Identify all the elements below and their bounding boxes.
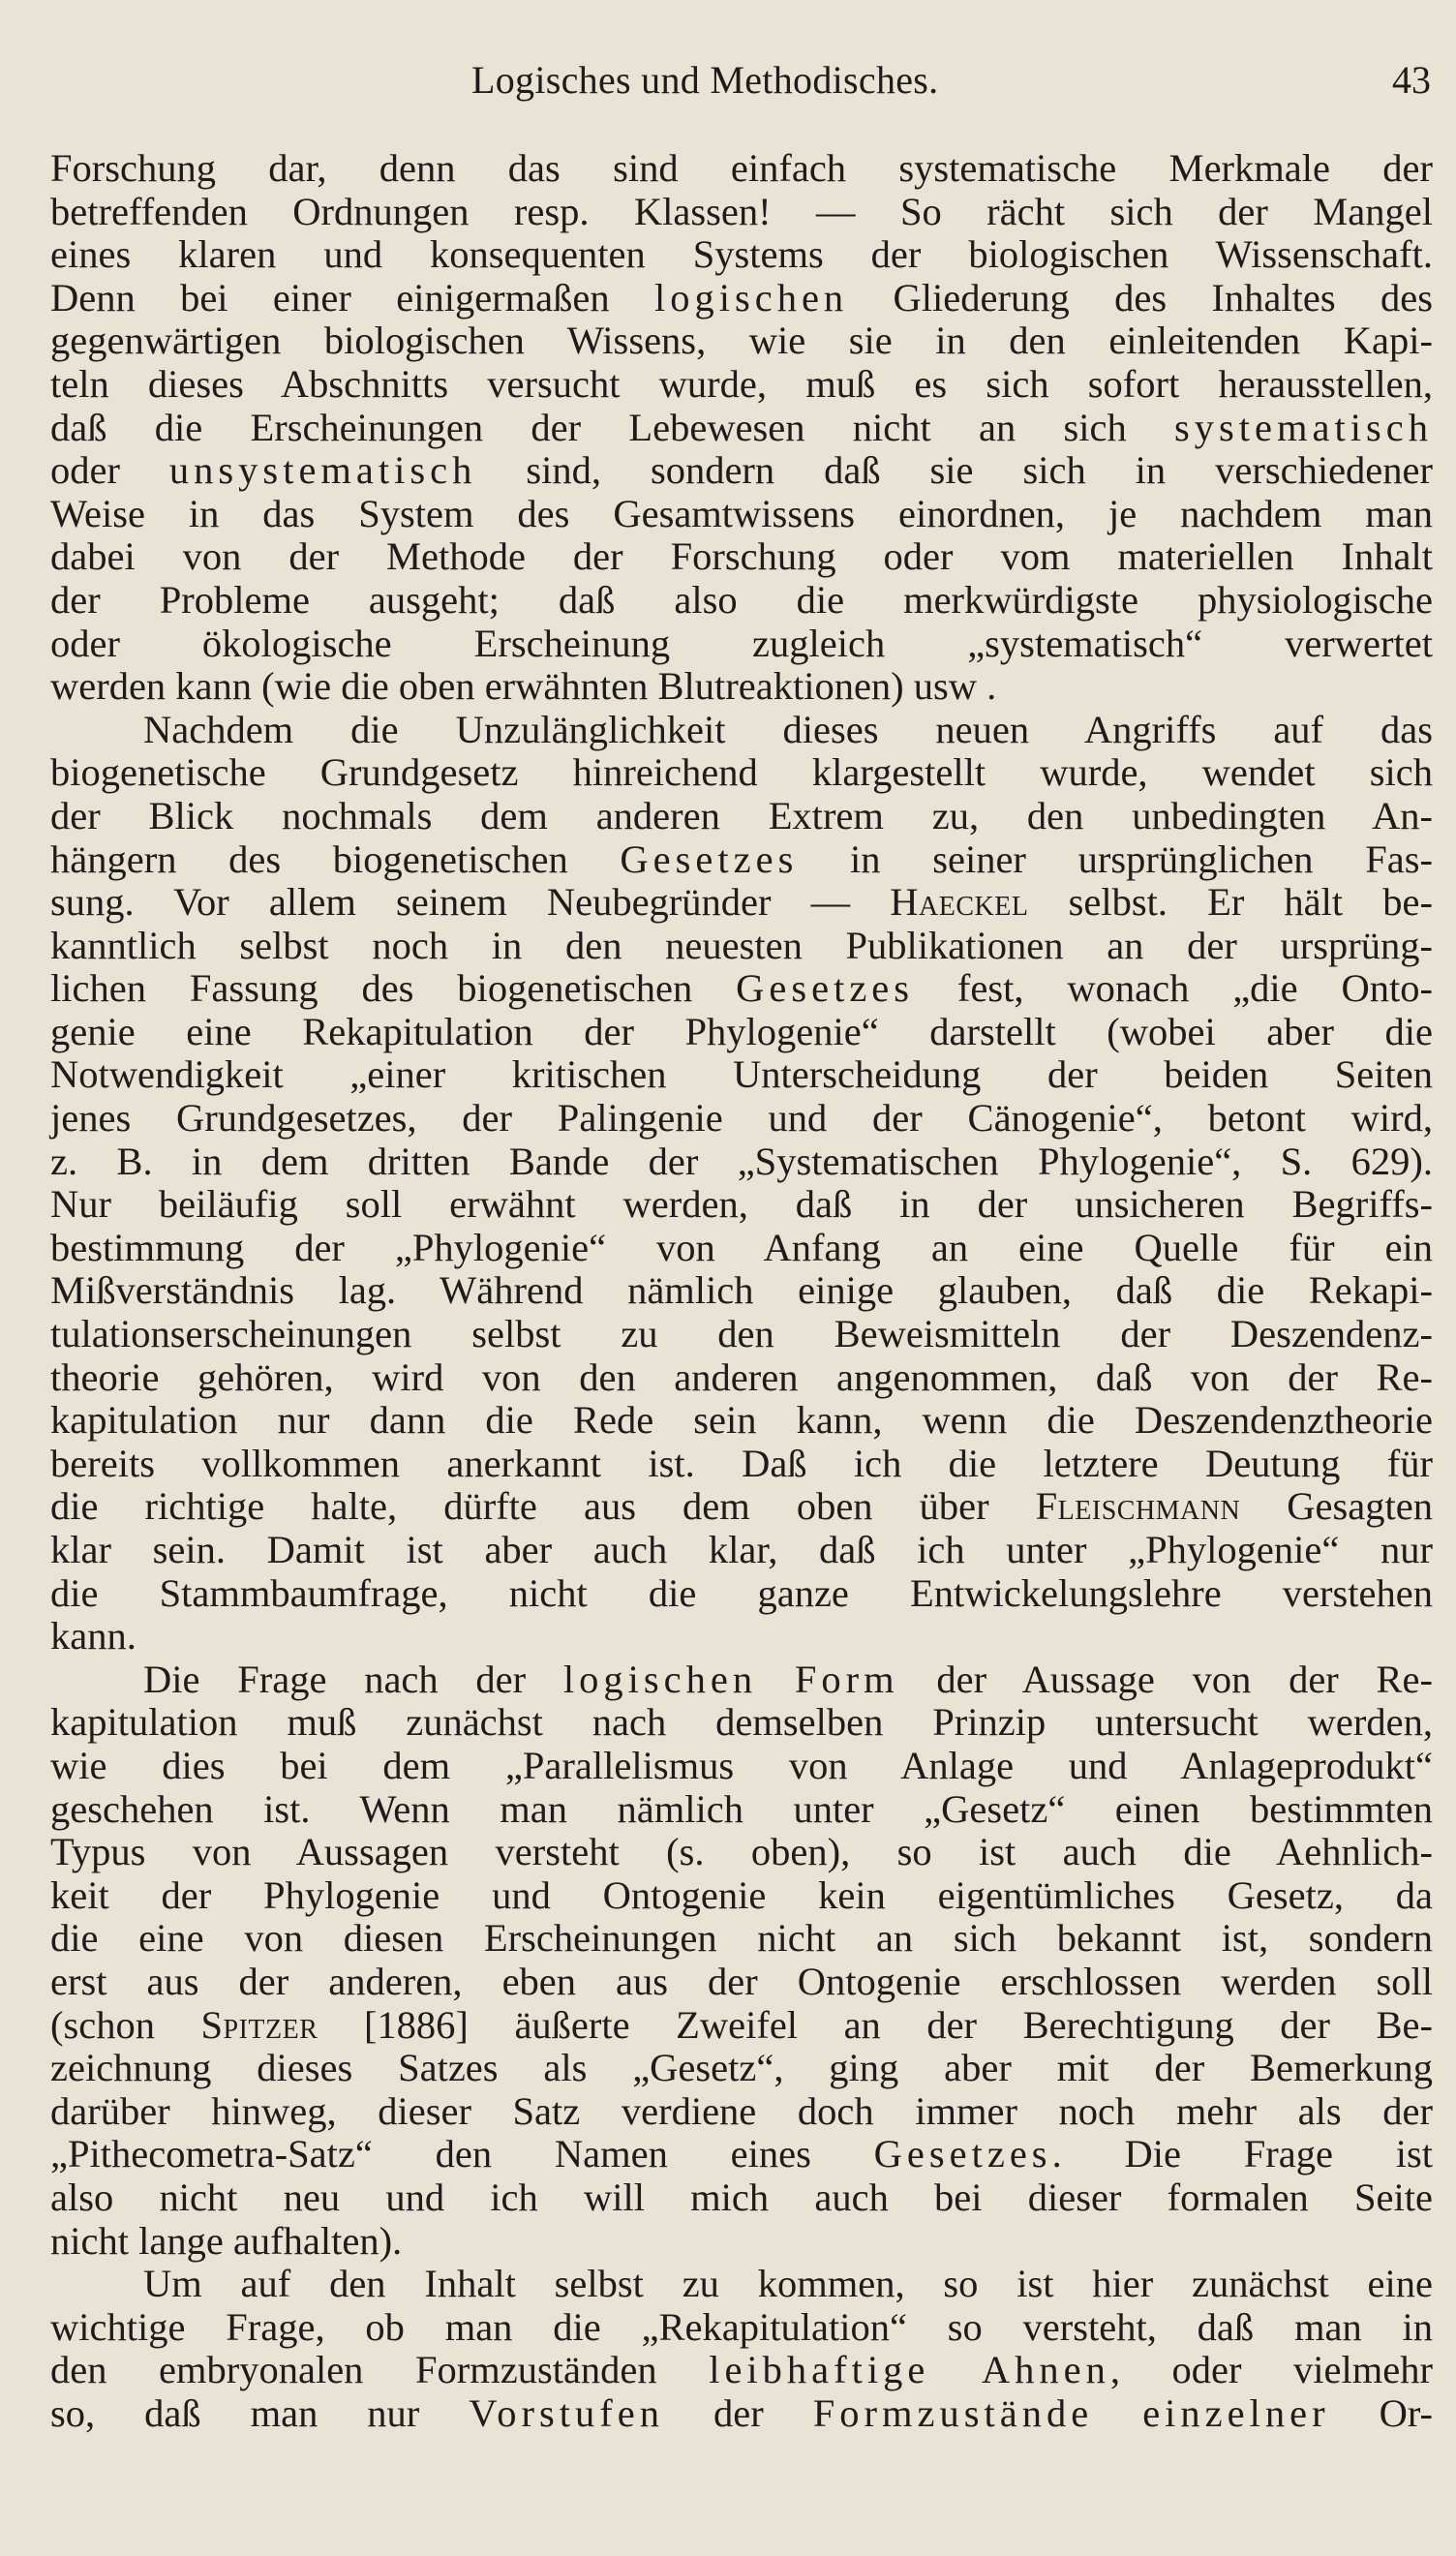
text-line: geschehen ist. Wenn man nämlich unter „Gesetz“ einen bestimmten <box>50 1786 1433 1831</box>
text-line: kapitulation muß zunächst nach demselben Prinzip untersucht werden, <box>50 1700 1433 1745</box>
text-line: kann. <box>50 1614 136 1658</box>
text-line: dabei von der Methode der Forschung oder vom materiellen Inhalt <box>50 534 1433 579</box>
text-line: gegenwärtigen biologischen Wissens, wie sie in den einleitenden Kapi- <box>50 319 1433 363</box>
text-line: nicht lange aufhalten). <box>50 2218 403 2263</box>
text-line: klar sein. Damit ist aber auch klar, daß ich unter „Phylogenie“ nur <box>50 1528 1433 1571</box>
text-line: daß die Erscheinungen der Lebewesen nicht an sich systematisch <box>50 405 1433 449</box>
text-line: wichtige Frage, ob man die „Rekapitulation“ so versteht, daß man in <box>50 2304 1433 2349</box>
text-line: keit der Phylogenie und Ontogenie kein eigentümliches Gesetz, da <box>50 1872 1433 1917</box>
text-line: z. B. in dem dritten Bande der „Systematischen Phylogenie“, S. 629). <box>50 1139 1433 1183</box>
text-line: „Pithecometra-Satz“ den Namen eines Gesetzes. Die Frage ist <box>50 2132 1433 2176</box>
text-line: theorie gehören, wird von den anderen angenommen, daß von der Re- <box>50 1354 1433 1399</box>
text-line: oder unsystematisch sind, sondern daß sie sich in verschiedener <box>50 448 1433 493</box>
text-line: betreffenden Ordnungen resp. Klassen! — So rächt sich der Mangel <box>50 189 1433 233</box>
text-line: genie eine Rekapitulation der Phylogenie“ darstellt (wobei aber die <box>50 1009 1433 1053</box>
text-line: die eine von diesen Erscheinungen nicht an sich bekannt ist, sondern <box>50 1916 1433 1961</box>
text-line: hängern des biogenetischen Gesetzes in seiner ursprünglichen Fas- <box>50 837 1433 881</box>
text-line: teln dieses Abschnitts versucht wurde, muß es sich sofort herausstellen, <box>50 361 1433 406</box>
text-line: darüber hinweg, dieser Satz verdiene doch immer noch mehr als der <box>50 2088 1433 2133</box>
text-line: also nicht neu und ich will mich auch bei dieser formalen Seite <box>50 2175 1433 2219</box>
text-line: Denn bei einer einigermaßen logischen Gliederung des Inhaltes des <box>50 275 1433 320</box>
text-line: Forschung dar, denn das sind einfach systematische Merkmale der <box>50 146 1433 190</box>
text-line: Mißverständnis lag. Während nämlich einige glauben, daß die Rekapi- <box>50 1268 1433 1313</box>
text-line: werden kann (wie die oben erwähnten Blutreaktionen) usw . <box>50 664 997 709</box>
text-line: oder ökologische Erscheinung zugleich „systematisch“ verwertet <box>50 621 1433 665</box>
text-line: Typus von Aussagen versteht (s. oben), so ist auch die Aehnlich- <box>50 1830 1433 1874</box>
text-line: so, daß man nur Vorstufen der Formzustände einzelner Or- <box>50 2390 1434 2435</box>
page-number: 43 <box>1392 58 1431 102</box>
running-title: Logisches und Methodisches. <box>471 58 939 102</box>
text-line: jenes Grundgesetzes, der Palingenie und der Cänogenie“, betont wird, <box>50 1096 1433 1141</box>
text-line: der Blick nochmals dem anderen Extrem zu, den unbedingten An- <box>50 793 1433 837</box>
body-text <box>50 147 1433 2435</box>
text-line: Weise in das System des Gesamtwissens einordnen, je nachdem man <box>50 491 1433 535</box>
text-line: die richtige halte, dürfte aus dem oben über Fleischmann Gesagten <box>50 1484 1433 1529</box>
text-line: wie dies bei dem „Parallelismus von Anlage und Anlageprodukt“ <box>50 1743 1433 1787</box>
text-line: zeichnung dieses Satzes als „Gesetz“, ging aber mit der Bemerkung <box>50 2046 1433 2090</box>
text-line: der Probleme ausgeht; daß also die merkwürdigste physiologische <box>50 577 1433 622</box>
text-line: (schon Spitzer [1886] äußerte Zweifel an der Berechtigung der Be- <box>50 2002 1433 2047</box>
text-line: die Stammbaumfrage, nicht die ganze Entwickelungslehre verstehen <box>50 1570 1433 1615</box>
text-line: kanntlich selbst noch in den neuesten Publikationen an der ursprüng- <box>50 923 1433 967</box>
paragraph-first-line: Die Frage nach der logischen Form der Aussage von der Re- <box>143 1657 1434 1701</box>
text-line: erst aus der anderen, eben aus der Ontogenie erschlossen werden soll <box>50 1959 1433 2003</box>
page-header <box>50 56 1431 105</box>
text-line: bestimmung der „Phylogenie“ von Anfang an eine Quelle für ein <box>50 1225 1433 1269</box>
text-line: Notwendigkeit „einer kritischen Unterscheidung der beiden Seiten <box>50 1052 1433 1097</box>
text-line: biogenetische Grundgesetz hinreichend klargestellt wurde, wendet sich <box>50 750 1433 795</box>
text-line: sung. Vor allem seinem Neubegründer — Haeckel selbst. Er hält be- <box>50 880 1434 925</box>
text-line: bereits vollkommen anerkannt ist. Daß ich die letztere Deutung für <box>50 1441 1433 1485</box>
paragraph-first-line: Nachdem die Unzulänglichkeit dieses neuen Angriffs auf das <box>143 707 1433 751</box>
text-line: kapitulation nur dann die Rede sein kann, wenn die Deszendenztheorie <box>50 1398 1433 1443</box>
text-line: den embryonalen Formzuständen leibhaftige Ahnen, oder vielmehr <box>50 2348 1433 2392</box>
text-line: Nur beiläufig soll erwähnt werden, daß in der unsicheren Begriffs- <box>50 1182 1433 1227</box>
text-line: tulationserscheinungen selbst zu den Beweismitteln der Deszendenz- <box>50 1312 1433 1356</box>
text-line: lichen Fassung des biogenetischen Gesetzes fest, wonach „die Onto- <box>50 966 1433 1011</box>
text-line: eines klaren und konsequenten Systems der biologischen Wissenschaft. <box>50 232 1433 277</box>
paragraph-first-line: Um auf den Inhalt selbst zu kommen, so ist hier zunächst eine <box>143 2262 1433 2306</box>
